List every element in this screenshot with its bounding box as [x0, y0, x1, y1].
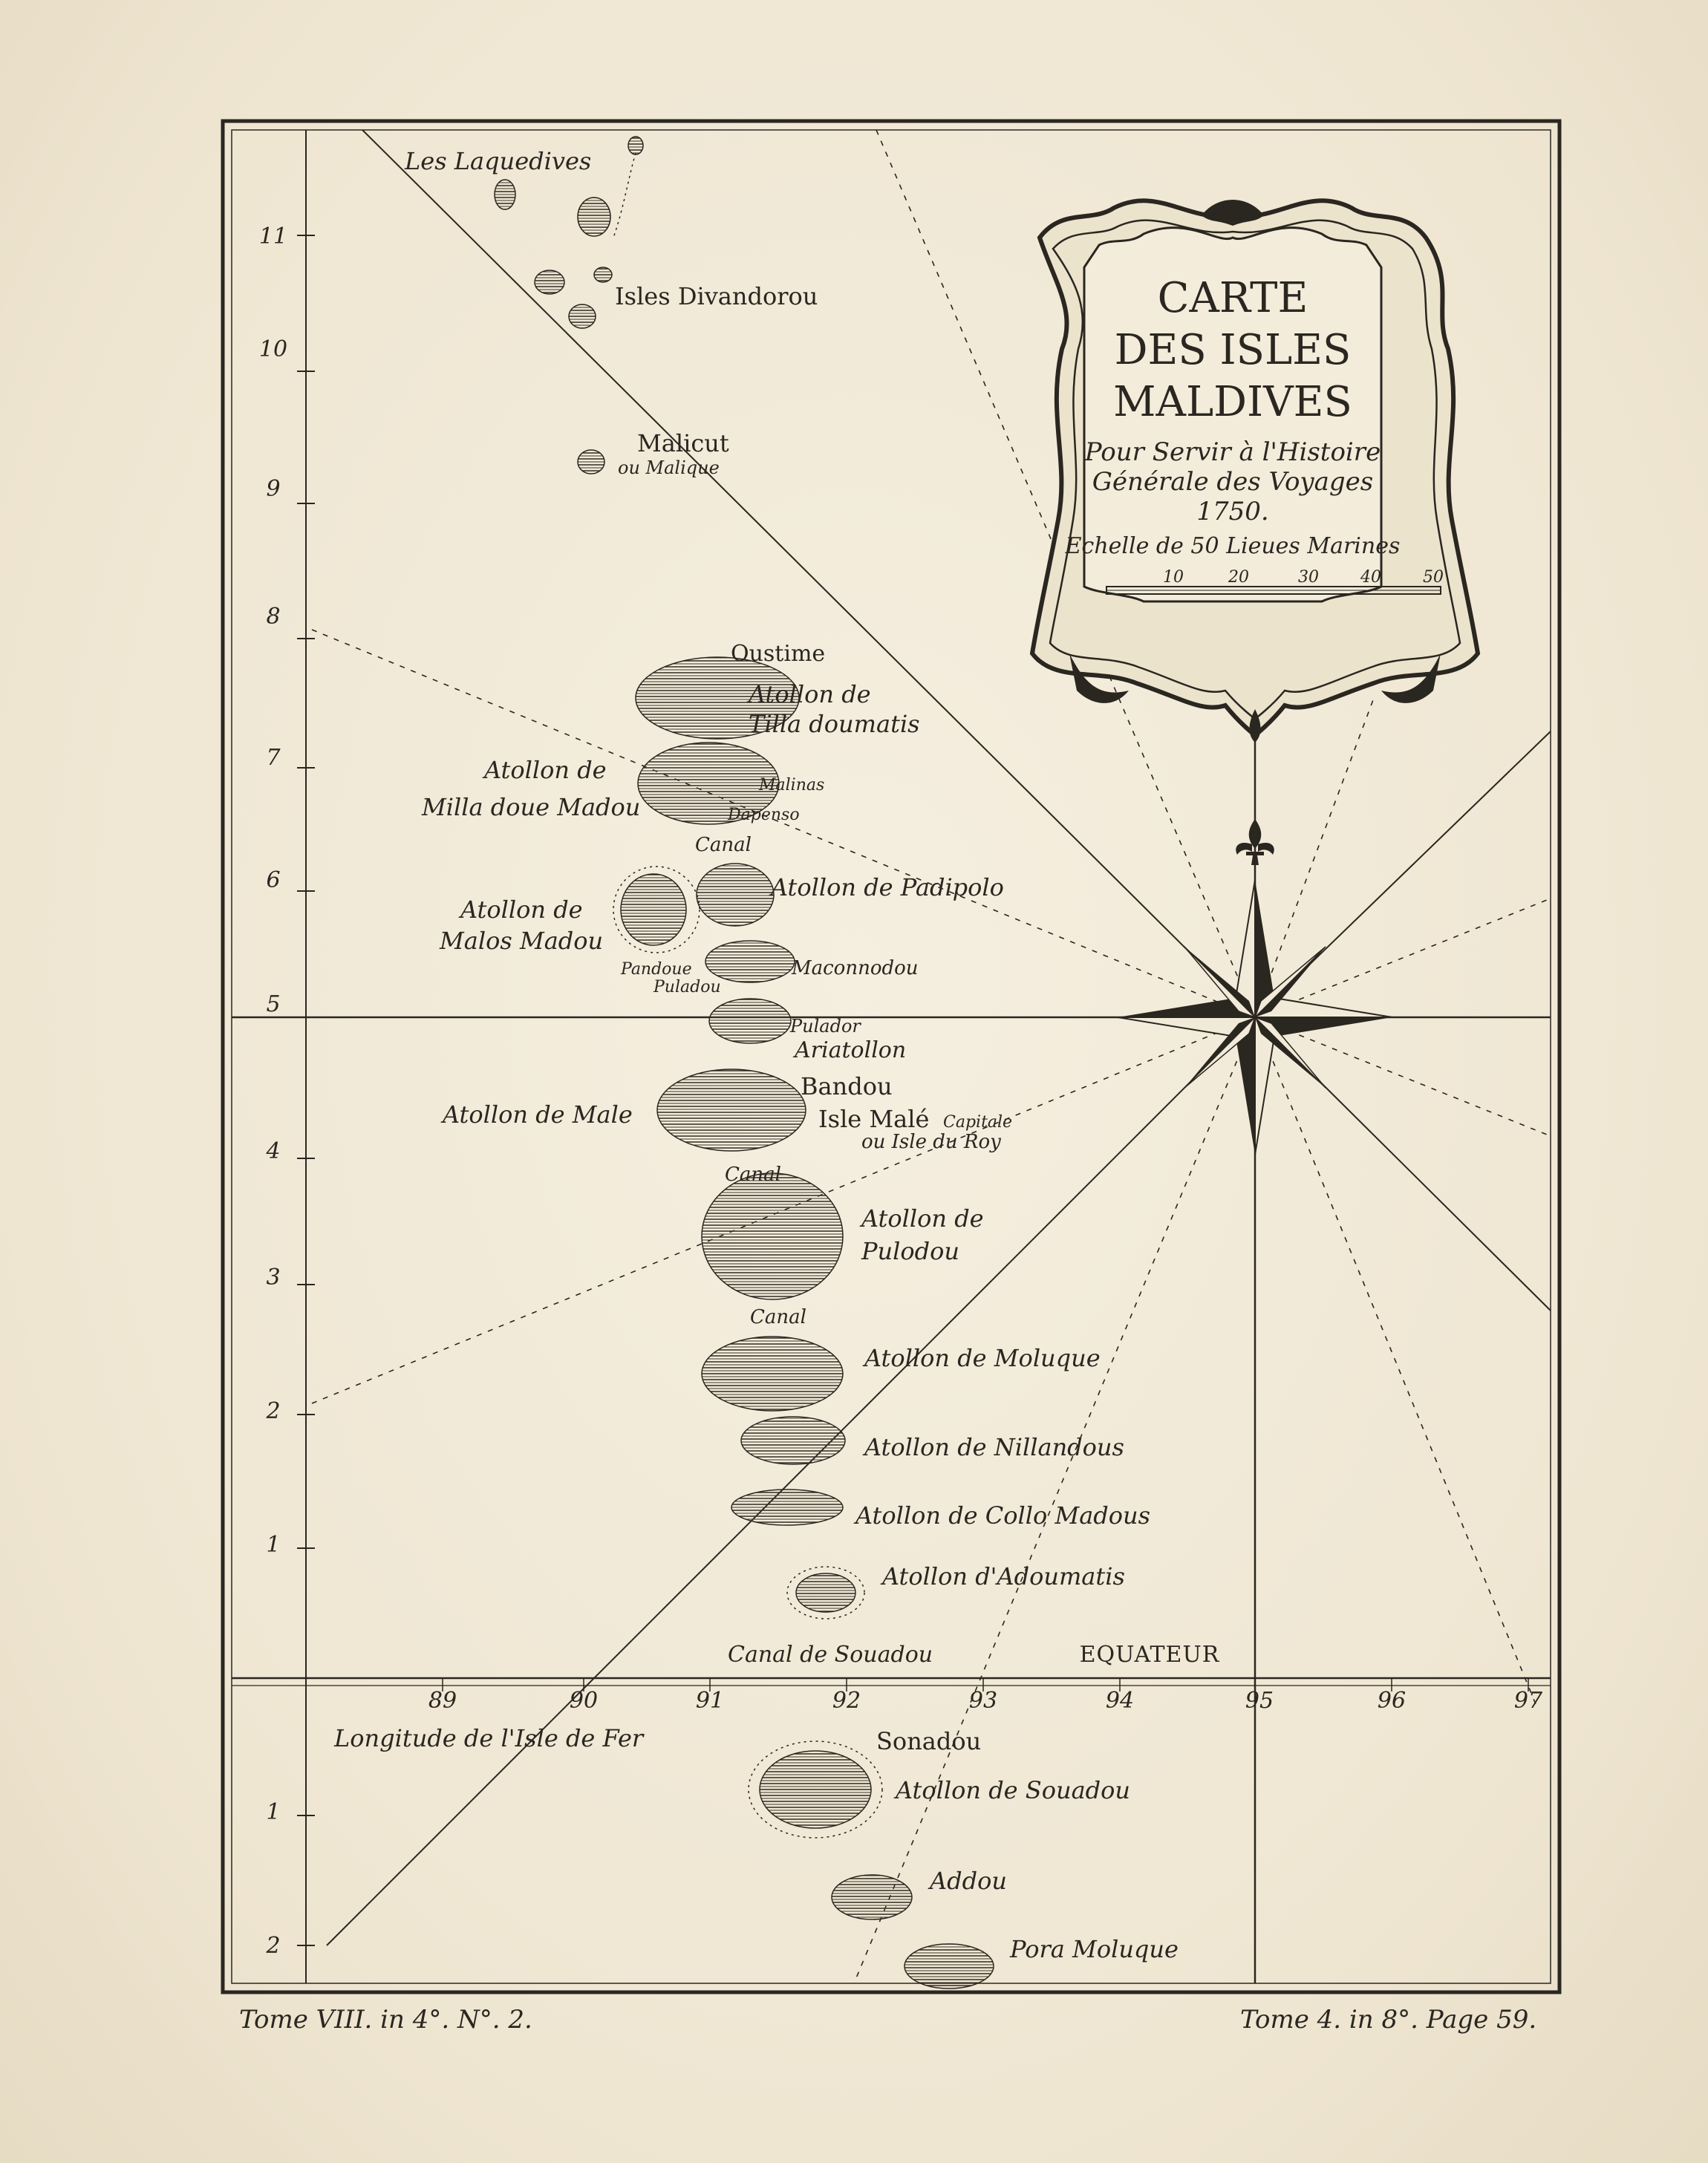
label-canal-2: Canal [725, 1164, 781, 1186]
label-malos-2: Malos Madou [440, 927, 604, 955]
lat-label-10: 10 [258, 336, 288, 362]
atoll-divandorou-2 [569, 304, 596, 328]
lat-label-6: 6 [266, 867, 281, 893]
lat-label-2: 2 [266, 1398, 281, 1424]
atoll-male [657, 1069, 806, 1151]
lon-label-89: 89 [428, 1688, 457, 1714]
cartouche-subtitle-line-1: Pour Servir à l'Histoire [1084, 437, 1381, 467]
label-canal-1: Canal [695, 834, 752, 856]
label-malique: ou Malique [618, 457, 720, 478]
label-pulodou-2: Pulodou [861, 1237, 959, 1265]
cartouche-title-line-1: CARTE [1157, 274, 1308, 322]
label-malos-1: Atollon de [460, 895, 583, 924]
label-canal-3: Canal [750, 1306, 806, 1328]
atoll-nillandous [741, 1417, 845, 1464]
label-pora-moluque: Pora Moluque [1010, 1935, 1179, 1963]
label-isle-roy: ou Isle du Roy [861, 1131, 1001, 1153]
lat-label-9: 9 [266, 476, 281, 502]
lat-label-5: 5 [266, 991, 281, 1017]
label-milla-2: Milla doue Madou [422, 793, 641, 821]
atoll-maconnodou [705, 941, 795, 982]
equator-label: EQUATEUR [1079, 1642, 1220, 1668]
label-dapenso: Dapenso [728, 806, 800, 824]
fleur-de-lis-icon [1236, 819, 1274, 865]
label-pandoue: Pandoue [621, 960, 692, 979]
label-divandorou: Isles Divandorou [615, 282, 818, 310]
atoll-malos-madou [621, 874, 686, 945]
lat-label-8: 8 [266, 604, 281, 630]
scale-tick-10: 10 [1163, 568, 1184, 587]
label-malicut: Malicut [637, 429, 729, 457]
longitude-labels [428, 1688, 1543, 1714]
atoll-addou [832, 1875, 912, 1919]
cartouche-date: 1750. [1196, 497, 1269, 526]
label-ariatollon: Ariatollon [795, 1037, 907, 1063]
atoll-laquedives-1 [495, 180, 515, 209]
label-milla-1: Atollon de [484, 756, 607, 784]
label-tilla-1: Atollon de [749, 680, 871, 708]
atoll-souadou [760, 1751, 871, 1828]
label-sonadou: Sonadou [876, 1727, 982, 1755]
atoll-divandorou-3 [594, 267, 612, 282]
label-puladou: Puladou [653, 978, 721, 996]
lon-label-90: 90 [569, 1688, 599, 1714]
atoll-collo-madous [731, 1490, 843, 1525]
lon-label-92: 92 [832, 1688, 861, 1714]
label-laquedives: Les Laquedives [405, 147, 592, 175]
label-collo-madous: Atollon de Collo Madous [855, 1501, 1151, 1530]
label-souadou: Atollon de Souadou [896, 1776, 1131, 1804]
footer-right: Tome 4. in 8°. Page 59. [1240, 2005, 1537, 2035]
atoll-ariatollon [709, 999, 791, 1043]
label-pulador: Pulador [790, 1016, 861, 1037]
atoll-pora-moluque [904, 1944, 994, 1989]
scale-tick-30: 30 [1298, 568, 1319, 587]
cartouche-title-line-3: MALDIVES [1113, 378, 1352, 426]
scale-tick-50: 50 [1423, 568, 1444, 587]
label-malinas: Malinas [759, 776, 825, 795]
reef-laquedives [613, 153, 636, 238]
lat-label-7: 7 [266, 745, 281, 771]
atoll-divandorou-1 [535, 270, 564, 294]
lon-label-95: 95 [1245, 1688, 1274, 1714]
lon-label-93: 93 [968, 1688, 998, 1714]
label-addou: Addou [930, 1867, 1007, 1895]
longitude-caption: Longitude de l'Isle de Fer [334, 1724, 644, 1752]
lat-label-1: 1 [266, 1532, 281, 1558]
lat-label-3: 3 [266, 1265, 281, 1291]
lon-label-91: 91 [695, 1688, 725, 1714]
label-moluque: Atollon de Moluque [864, 1344, 1101, 1372]
label-pulodou-1: Atollon de [861, 1204, 984, 1233]
lon-label-97: 97 [1513, 1688, 1543, 1714]
label-adoumatis: Atollon d'Adoumatis [882, 1562, 1125, 1591]
label-canal-souadou: Canal de Souadou [728, 1642, 933, 1668]
label-isle-male: Isle Malé [818, 1105, 930, 1133]
label-bandou: Bandou [801, 1072, 893, 1100]
label-capitale: Capitale [943, 1113, 1013, 1132]
atoll-moluque [702, 1337, 843, 1411]
atoll-adoumatis [796, 1573, 855, 1612]
lat-label-1s: 1 [266, 1799, 281, 1825]
atoll-malicut [578, 450, 604, 474]
label-padipolo: Atollon de Padipolo [771, 873, 1004, 901]
atoll-pulodou [702, 1173, 843, 1299]
label-tilla-2: Tilla doumatis [749, 710, 920, 738]
lon-label-96: 96 [1377, 1688, 1407, 1714]
atoll-padipolo [697, 864, 774, 926]
footer-left: Tome VIII. in 4°. N°. 2. [239, 2005, 532, 2035]
lat-label-4: 4 [266, 1138, 281, 1164]
lon-label-94: 94 [1105, 1688, 1135, 1714]
scale-tick-40: 40 [1360, 568, 1381, 587]
scale-title: Echelle de 50 Lieues Marines [1065, 533, 1401, 559]
atoll-laquedives-3 [628, 137, 643, 154]
label-maconnodou: Maconnodou [792, 957, 919, 979]
cartouche-title-line-2: DES ISLES [1114, 326, 1352, 374]
atoll-laquedives-2 [578, 198, 610, 236]
lat-label-11: 11 [258, 224, 288, 249]
cartouche-subtitle-line-2: Générale des Voyages [1092, 467, 1374, 497]
label-oustime: Oustime [731, 641, 826, 667]
label-atollon-male: Atollon de Male [443, 1100, 633, 1129]
lat-label-2s: 2 [266, 1933, 281, 1959]
latitude-labels [259, 224, 287, 1959]
scale-tick-20: 20 [1228, 568, 1249, 587]
label-nillandous: Atollon de Nillandous [864, 1433, 1124, 1461]
